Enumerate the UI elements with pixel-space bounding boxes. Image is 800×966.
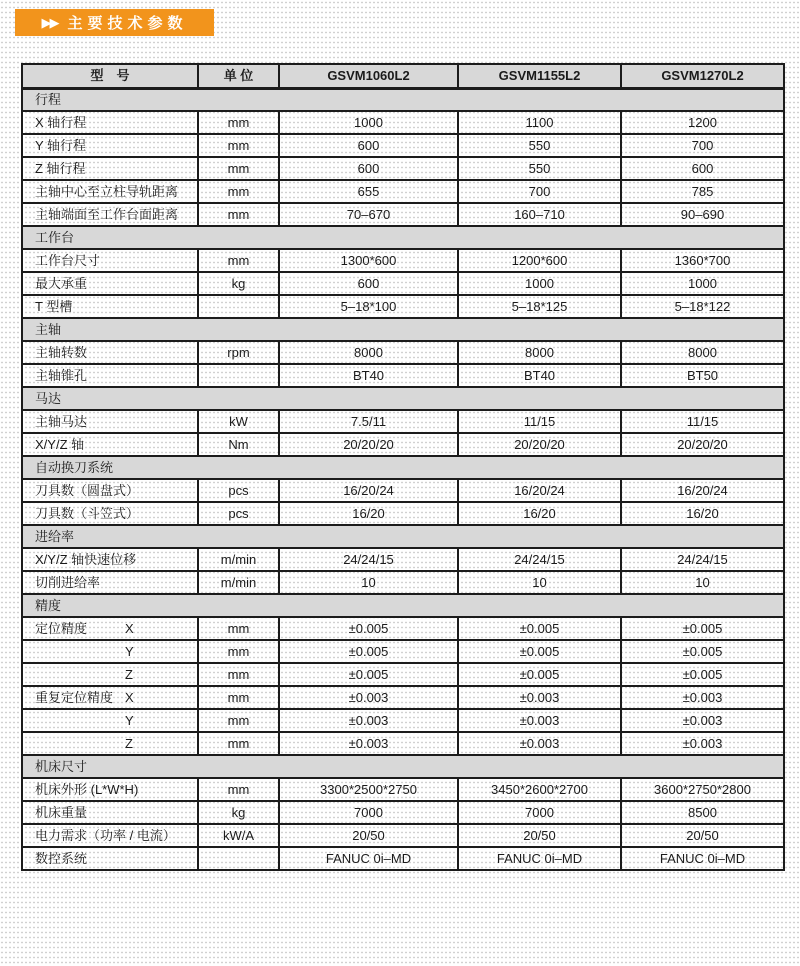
spec-row bbox=[22, 732, 784, 755]
spec-label-cell bbox=[22, 479, 198, 502]
value-cell: 8000 bbox=[621, 341, 784, 364]
value-cell: 11/15 bbox=[458, 410, 621, 433]
section-row bbox=[22, 755, 784, 778]
value-cell: FANUC 0i–MD bbox=[279, 847, 458, 870]
value-cell: ±0.003 bbox=[279, 686, 458, 709]
value-cell: ±0.003 bbox=[458, 732, 621, 755]
value-cell: FANUC 0i–MD bbox=[458, 847, 621, 870]
spec-label-cell bbox=[22, 295, 198, 318]
spec-label: T 型槽 bbox=[35, 298, 73, 314]
spec-label-cell bbox=[22, 686, 198, 709]
spec-row bbox=[22, 686, 784, 709]
spec-row bbox=[22, 203, 784, 226]
value-cell: 600 bbox=[279, 272, 458, 295]
value-cell: 160–710 bbox=[458, 203, 621, 226]
value-cell: 70–670 bbox=[279, 203, 458, 226]
spec-row bbox=[22, 433, 784, 456]
spec-label: Y 轴行程 bbox=[35, 137, 87, 153]
spec-row bbox=[22, 341, 784, 364]
value-cell: 3450*2600*2700 bbox=[458, 778, 621, 801]
spec-label: 刀具数（斗笠式） bbox=[35, 505, 140, 521]
spec-label-cell bbox=[22, 134, 198, 157]
spec-label: 主轴转数 bbox=[35, 344, 88, 360]
value-cell: ±0.005 bbox=[458, 663, 621, 686]
value-cell: 785 bbox=[621, 180, 784, 203]
section-row bbox=[22, 226, 784, 249]
unit-cell: kg bbox=[198, 272, 279, 295]
unit-cell: m/min bbox=[198, 548, 279, 571]
value-cell: 1300*600 bbox=[279, 249, 458, 272]
spec-row bbox=[22, 663, 784, 686]
value-cell: ±0.003 bbox=[279, 709, 458, 732]
spec-label-cell bbox=[22, 410, 198, 433]
value-cell: 700 bbox=[458, 180, 621, 203]
spec-label: 重复定位精度 bbox=[35, 689, 114, 705]
unit-cell bbox=[198, 847, 279, 870]
section-label: 主轴 bbox=[22, 318, 784, 341]
unit-cell: mm bbox=[198, 134, 279, 157]
spec-label: 工作台尺寸 bbox=[35, 252, 101, 268]
spec-label-cell bbox=[22, 180, 198, 203]
value-cell: 700 bbox=[621, 134, 784, 157]
axis-label: X bbox=[125, 620, 134, 636]
spec-label-cell bbox=[22, 502, 198, 525]
spec-label-cell bbox=[22, 341, 198, 364]
spec-label-cell bbox=[22, 732, 198, 755]
unit-cell: mm bbox=[198, 157, 279, 180]
spec-label: 切削进给率 bbox=[35, 574, 101, 590]
model-header-label: 型 号 bbox=[22, 64, 198, 88]
unit-cell: mm bbox=[198, 686, 279, 709]
spec-label: 机床外形 (L*W*H) bbox=[35, 781, 139, 797]
section-row bbox=[22, 525, 784, 548]
spec-label: 数控系统 bbox=[35, 850, 88, 866]
unit-cell: m/min bbox=[198, 571, 279, 594]
spec-label-cell bbox=[22, 640, 198, 663]
spec-row bbox=[22, 778, 784, 801]
section-row bbox=[22, 456, 784, 479]
value-cell: 1100 bbox=[458, 111, 621, 134]
unit-cell: mm bbox=[198, 663, 279, 686]
spec-label-cell bbox=[22, 272, 198, 295]
value-cell: 5–18*122 bbox=[621, 295, 784, 318]
unit-cell: kW bbox=[198, 410, 279, 433]
value-cell: 20/50 bbox=[279, 824, 458, 847]
spec-label-cell bbox=[22, 571, 198, 594]
value-cell: 600 bbox=[279, 157, 458, 180]
spec-row bbox=[22, 548, 784, 571]
spec-row bbox=[22, 134, 784, 157]
spec-label: 机床重量 bbox=[35, 804, 88, 820]
section-label: 机床尺寸 bbox=[22, 755, 784, 778]
spec-label-cell bbox=[22, 249, 198, 272]
value-cell: ±0.005 bbox=[279, 640, 458, 663]
spec-row bbox=[22, 272, 784, 295]
value-cell: ±0.003 bbox=[279, 732, 458, 755]
value-cell: 16/20 bbox=[621, 502, 784, 525]
value-cell: 20/50 bbox=[621, 824, 784, 847]
value-cell: 7000 bbox=[279, 801, 458, 824]
spec-label: X 轴行程 bbox=[35, 114, 87, 130]
unit-cell: rpm bbox=[198, 341, 279, 364]
spec-row bbox=[22, 709, 784, 732]
value-cell: 8500 bbox=[621, 801, 784, 824]
value-cell: ±0.003 bbox=[621, 686, 784, 709]
section-label: 精度 bbox=[22, 594, 784, 617]
spec-row bbox=[22, 249, 784, 272]
section-row bbox=[22, 88, 784, 111]
spec-row bbox=[22, 847, 784, 870]
section-label: 行程 bbox=[22, 88, 784, 111]
value-cell: 10 bbox=[279, 571, 458, 594]
spec-label-cell bbox=[22, 778, 198, 801]
value-cell: 16/20 bbox=[458, 502, 621, 525]
value-cell: 20/20/20 bbox=[621, 433, 784, 456]
value-cell: 3600*2750*2800 bbox=[621, 778, 784, 801]
value-cell: 90–690 bbox=[621, 203, 784, 226]
section-row bbox=[22, 318, 784, 341]
section-row bbox=[22, 387, 784, 410]
spec-label-cell bbox=[22, 847, 198, 870]
spec-row bbox=[22, 295, 784, 318]
spec-row bbox=[22, 180, 784, 203]
spec-label: 最大承重 bbox=[35, 275, 88, 291]
spec-label-cell bbox=[22, 709, 198, 732]
spec-row bbox=[22, 157, 784, 180]
unit-cell: mm bbox=[198, 180, 279, 203]
unit-cell: Nm bbox=[198, 433, 279, 456]
value-cell: ±0.003 bbox=[458, 686, 621, 709]
unit-cell: mm bbox=[198, 709, 279, 732]
value-cell: 550 bbox=[458, 157, 621, 180]
spec-label: X/Y/Z 轴快速位移 bbox=[35, 551, 137, 567]
spec-label: 主轴马达 bbox=[35, 413, 88, 429]
value-cell: ±0.005 bbox=[621, 640, 784, 663]
value-cell: 3300*2500*2750 bbox=[279, 778, 458, 801]
value-cell: ±0.005 bbox=[458, 640, 621, 663]
section-label: 自动换刀系统 bbox=[22, 456, 784, 479]
model-column-header-2: GSVM1155L2 bbox=[458, 64, 621, 88]
value-cell: 16/20/24 bbox=[458, 479, 621, 502]
value-cell: ±0.003 bbox=[621, 732, 784, 755]
value-cell: BT40 bbox=[458, 364, 621, 387]
value-cell: FANUC 0i–MD bbox=[621, 847, 784, 870]
spec-label: 主轴中心至立柱导轨距离 bbox=[35, 183, 179, 199]
value-cell: 1000 bbox=[279, 111, 458, 134]
value-cell: 655 bbox=[279, 180, 458, 203]
value-cell: 7000 bbox=[458, 801, 621, 824]
value-cell: ±0.005 bbox=[458, 617, 621, 640]
value-cell: 8000 bbox=[279, 341, 458, 364]
value-cell: 1000 bbox=[458, 272, 621, 295]
value-cell: 16/20/24 bbox=[621, 479, 784, 502]
spec-row bbox=[22, 502, 784, 525]
table-header-row bbox=[22, 64, 784, 88]
unit-cell bbox=[198, 295, 279, 318]
value-cell: 1360*700 bbox=[621, 249, 784, 272]
spec-row bbox=[22, 801, 784, 824]
axis-label: X bbox=[125, 689, 134, 705]
value-cell: 7.5/11 bbox=[279, 410, 458, 433]
spec-row bbox=[22, 364, 784, 387]
section-label: 工作台 bbox=[22, 226, 784, 249]
unit-cell: mm bbox=[198, 617, 279, 640]
unit-cell: mm bbox=[198, 249, 279, 272]
tech-params-badge bbox=[15, 9, 214, 36]
section-label: 马达 bbox=[22, 387, 784, 410]
axis-label: Z bbox=[125, 735, 133, 751]
spec-table-body bbox=[22, 88, 784, 870]
unit-cell: pcs bbox=[198, 502, 279, 525]
unit-cell: mm bbox=[198, 732, 279, 755]
value-cell: 5–18*100 bbox=[279, 295, 458, 318]
axis-label: Y bbox=[125, 643, 134, 659]
spec-label-cell bbox=[22, 548, 198, 571]
unit-cell: mm bbox=[198, 111, 279, 134]
value-cell: ±0.003 bbox=[621, 709, 784, 732]
value-cell: BT50 bbox=[621, 364, 784, 387]
value-cell: 16/20/24 bbox=[279, 479, 458, 502]
unit-cell: mm bbox=[198, 640, 279, 663]
section-label: 进给率 bbox=[22, 525, 784, 548]
value-cell: ±0.005 bbox=[279, 663, 458, 686]
value-cell: ±0.005 bbox=[621, 663, 784, 686]
value-cell: 24/24/15 bbox=[621, 548, 784, 571]
value-cell: 8000 bbox=[458, 341, 621, 364]
spec-label-cell bbox=[22, 203, 198, 226]
value-cell: 1000 bbox=[621, 272, 784, 295]
spec-row bbox=[22, 410, 784, 433]
value-cell: 20/50 bbox=[458, 824, 621, 847]
spec-label-cell bbox=[22, 157, 198, 180]
value-cell: 16/20 bbox=[279, 502, 458, 525]
model-column-header-3: GSVM1270L2 bbox=[621, 64, 784, 88]
value-cell: 24/24/15 bbox=[279, 548, 458, 571]
spec-row bbox=[22, 640, 784, 663]
unit-cell bbox=[198, 364, 279, 387]
section-row bbox=[22, 594, 784, 617]
spec-label-cell bbox=[22, 617, 198, 640]
value-cell: 600 bbox=[279, 134, 458, 157]
spec-label: 刀具数（圆盘式） bbox=[35, 482, 140, 498]
spec-label-cell bbox=[22, 824, 198, 847]
spec-label: 主轴端面至工作台面距离 bbox=[35, 206, 179, 222]
value-cell: 1200*600 bbox=[458, 249, 621, 272]
value-cell: 1200 bbox=[621, 111, 784, 134]
spec-label: X/Y/Z 轴 bbox=[35, 436, 85, 452]
value-cell: 24/24/15 bbox=[458, 548, 621, 571]
spec-row bbox=[22, 111, 784, 134]
double-arrow-icon: ▶▶ bbox=[41, 14, 58, 30]
value-cell: 10 bbox=[621, 571, 784, 594]
spec-row bbox=[22, 571, 784, 594]
spec-label-cell bbox=[22, 801, 198, 824]
spec-row bbox=[22, 824, 784, 847]
value-cell: 550 bbox=[458, 134, 621, 157]
value-cell: 10 bbox=[458, 571, 621, 594]
unit-cell: pcs bbox=[198, 479, 279, 502]
value-cell: 5–18*125 bbox=[458, 295, 621, 318]
spec-label: 电力需求（功率 / 电流） bbox=[35, 827, 176, 843]
axis-label: Y bbox=[125, 712, 134, 728]
unit-header-label: 单 位 bbox=[198, 64, 279, 88]
axis-label: Z bbox=[125, 666, 133, 682]
spec-label-cell bbox=[22, 663, 198, 686]
spec-label: 主轴锥孔 bbox=[35, 367, 88, 383]
value-cell: 20/20/20 bbox=[458, 433, 621, 456]
value-cell: ±0.005 bbox=[279, 617, 458, 640]
value-cell: ±0.003 bbox=[458, 709, 621, 732]
unit-cell: mm bbox=[198, 778, 279, 801]
value-cell: 20/20/20 bbox=[279, 433, 458, 456]
spec-row bbox=[22, 479, 784, 502]
spec-label: Z 轴行程 bbox=[35, 160, 86, 176]
value-cell: 600 bbox=[621, 157, 784, 180]
spec-label: 定位精度 bbox=[35, 620, 88, 636]
spec-label-cell bbox=[22, 111, 198, 134]
unit-cell: mm bbox=[198, 203, 279, 226]
badge-title: 主要技术参数 bbox=[67, 15, 188, 32]
spec-label-cell bbox=[22, 364, 198, 387]
spec-row bbox=[22, 617, 784, 640]
unit-cell: kg bbox=[198, 801, 279, 824]
unit-cell: kW/A bbox=[198, 824, 279, 847]
spec-label-cell bbox=[22, 433, 198, 456]
spec-table bbox=[21, 63, 785, 871]
model-column-header-1: GSVM1060L2 bbox=[279, 64, 458, 88]
value-cell: ±0.005 bbox=[621, 617, 784, 640]
value-cell: BT40 bbox=[279, 364, 458, 387]
value-cell: 11/15 bbox=[621, 410, 784, 433]
